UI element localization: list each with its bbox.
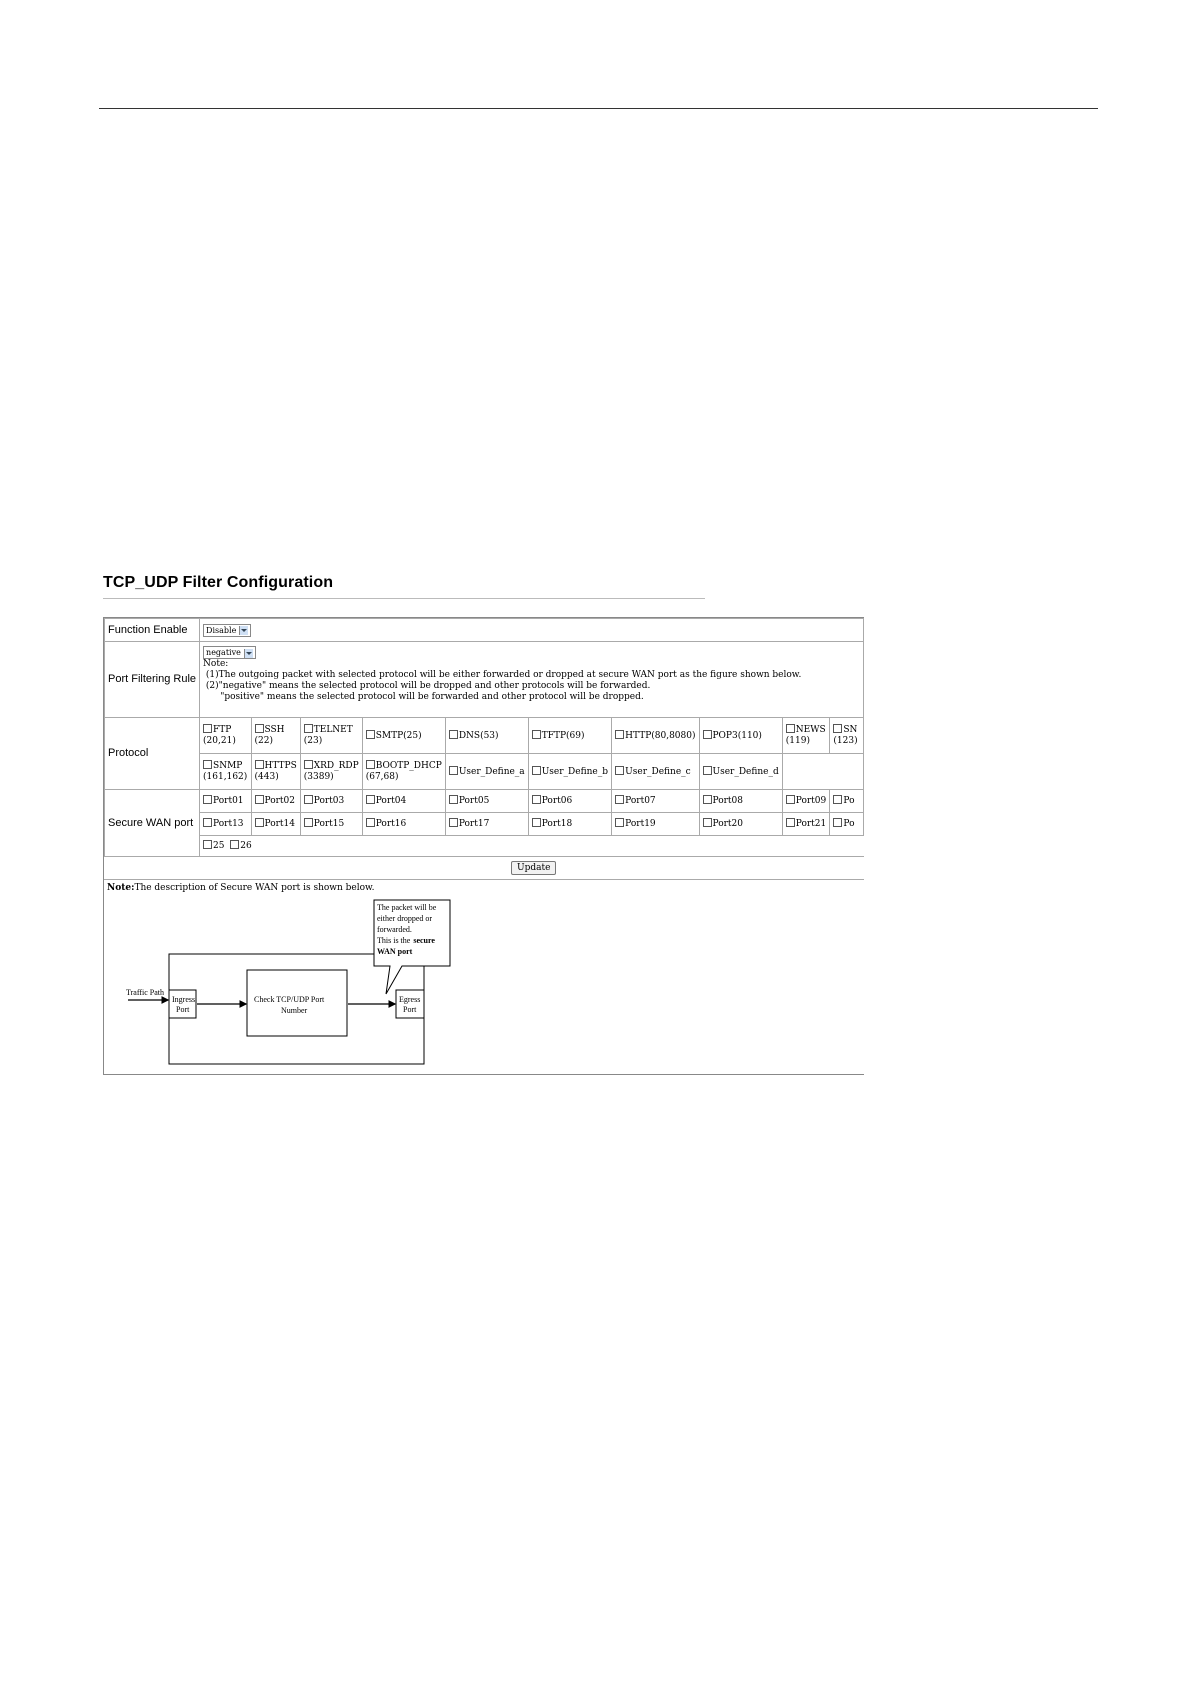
callout-line-3: forwarded.	[377, 925, 412, 934]
port-15[interactable]: Port15	[300, 813, 362, 836]
checkbox[interactable]	[203, 760, 212, 769]
port-03[interactable]: Port03	[300, 790, 362, 813]
checkbox[interactable]	[703, 818, 712, 827]
port-25[interactable]: 25	[203, 841, 224, 851]
checkbox[interactable]	[255, 818, 264, 827]
checkbox[interactable]	[304, 818, 313, 827]
port-08[interactable]: Port08	[699, 790, 782, 813]
checkbox[interactable]	[833, 795, 842, 804]
protocol-user-define-a[interactable]: User_Define_a	[445, 754, 528, 790]
checkbox[interactable]	[615, 766, 624, 775]
checkbox[interactable]	[532, 730, 541, 739]
protocol-xrd-rdp[interactable]: XRD_RDP (3389)	[300, 754, 362, 790]
callout-line-2: either dropped or	[377, 914, 433, 923]
checkbox[interactable]	[703, 766, 712, 775]
ingress-label-2: Port	[176, 1005, 190, 1014]
checkbox[interactable]	[532, 818, 541, 827]
checkbox[interactable]	[703, 730, 712, 739]
protocol-snmp[interactable]: SNMP (161,162)	[200, 754, 251, 790]
checkbox[interactable]	[833, 818, 842, 827]
callout-line-1: The packet will be	[377, 903, 437, 912]
port-filtering-rule-select[interactable]: negative	[203, 646, 256, 659]
checkbox[interactable]	[203, 840, 212, 849]
port-19[interactable]: Port19	[612, 813, 699, 836]
title-divider	[103, 598, 705, 599]
protocol-bootp-dhcp[interactable]: BOOTP_DHCP (67,68)	[362, 754, 445, 790]
protocol-dns[interactable]: DNS(53)	[445, 718, 528, 754]
checkbox[interactable]	[449, 766, 458, 775]
protocol-ssh[interactable]: SSH (22)	[251, 718, 300, 754]
checkbox[interactable]	[366, 760, 375, 769]
checkbox[interactable]	[449, 730, 458, 739]
config-frame	[103, 617, 864, 1075]
update-row	[104, 856, 864, 880]
checkbox[interactable]	[230, 840, 239, 849]
chevron-down-icon	[244, 649, 253, 658]
checkbox[interactable]	[203, 724, 212, 733]
update-button[interactable]: Update	[511, 861, 556, 875]
secure-wan-port-label: Secure WAN port	[105, 790, 200, 857]
port-14[interactable]: Port14	[251, 813, 300, 836]
port-filtering-rule-label: Port Filtering Rule	[105, 642, 200, 718]
chevron-down-icon	[239, 626, 248, 635]
protocol-sn[interactable]: SN (123)	[830, 718, 864, 754]
port-10[interactable]: Po	[830, 790, 864, 813]
protocol-http[interactable]: HTTP(80,8080)	[612, 718, 699, 754]
checkbox[interactable]	[615, 818, 624, 827]
checkbox[interactable]	[615, 730, 624, 739]
protocol-news[interactable]: NEWS (119)	[782, 718, 830, 754]
checkbox[interactable]	[304, 760, 313, 769]
checkbox[interactable]	[532, 795, 541, 804]
checkbox[interactable]	[255, 724, 264, 733]
check-label-2: Number	[281, 1006, 308, 1015]
traffic-path-label: Traffic Path	[126, 988, 164, 997]
secure-wan-note: Note:The description of Secure WAN port is shown below.	[107, 883, 375, 893]
secure-wan-diagram	[104, 880, 864, 1075]
checkbox[interactable]	[203, 795, 212, 804]
checkbox[interactable]	[203, 818, 212, 827]
checkbox[interactable]	[703, 795, 712, 804]
callout-line-4: This is the secure	[377, 936, 435, 945]
port-20[interactable]: Port20	[699, 813, 782, 836]
checkbox[interactable]	[366, 730, 375, 739]
port-18[interactable]: Port18	[528, 813, 611, 836]
protocol-user-define-b[interactable]: User_Define_b	[528, 754, 611, 790]
port-06[interactable]: Port06	[528, 790, 611, 813]
port-26[interactable]: 26	[230, 841, 251, 851]
protocol-https[interactable]: HTTPS (443)	[251, 754, 300, 790]
port-05[interactable]: Port05	[445, 790, 528, 813]
protocol-telnet[interactable]: TELNET (23)	[300, 718, 362, 754]
protocol-pop3[interactable]: POP3(110)	[699, 718, 782, 754]
port-17[interactable]: Port17	[445, 813, 528, 836]
screenshot-panel	[103, 570, 858, 1074]
checkbox[interactable]	[366, 795, 375, 804]
check-label-1: Check TCP/UDP Port	[254, 995, 325, 1004]
callout-line-5: WAN port	[377, 947, 413, 956]
page-header-rule	[99, 108, 1098, 109]
checkbox[interactable]	[615, 795, 624, 804]
protocol-ftp[interactable]: FTP (20,21)	[200, 718, 251, 754]
ingress-label-1: Ingress	[172, 995, 196, 1004]
function-enable-label: Function Enable	[105, 619, 200, 642]
checkbox[interactable]	[833, 724, 842, 733]
port-02[interactable]: Port02	[251, 790, 300, 813]
config-table	[104, 618, 864, 857]
checkbox[interactable]	[786, 724, 795, 733]
port-13[interactable]: Port13	[200, 813, 251, 836]
protocol-tftp[interactable]: TFTP(69)	[528, 718, 611, 754]
egress-label-2: Port	[403, 1005, 417, 1014]
protocol-smtp[interactable]: SMTP(25)	[362, 718, 445, 754]
function-enable-select[interactable]: Disable	[203, 624, 251, 637]
port-22[interactable]: Po	[830, 813, 864, 836]
port-21[interactable]: Port21	[782, 813, 830, 836]
port-09[interactable]: Port09	[782, 790, 830, 813]
checkbox[interactable]	[255, 760, 264, 769]
port-04[interactable]: Port04	[362, 790, 445, 813]
diagram-section	[104, 879, 864, 1075]
port-07[interactable]: Port07	[612, 790, 699, 813]
checkbox[interactable]	[304, 724, 313, 733]
port-01[interactable]: Port01	[200, 790, 251, 813]
egress-label-1: Egress	[399, 995, 421, 1004]
protocol-user-define-c[interactable]: User_Define_c	[612, 754, 699, 790]
page-title: TCP_UDP Filter Configuration	[103, 574, 334, 591]
protocol-user-define-d[interactable]: User_Define_d	[699, 754, 782, 790]
protocol-label: Protocol	[105, 718, 200, 790]
checkbox[interactable]	[255, 795, 264, 804]
checkbox[interactable]	[366, 818, 375, 827]
checkbox[interactable]	[786, 795, 795, 804]
checkbox[interactable]	[786, 818, 795, 827]
checkbox[interactable]	[449, 795, 458, 804]
checkbox[interactable]	[449, 818, 458, 827]
checkbox[interactable]	[304, 795, 313, 804]
port-16[interactable]: Port16	[362, 813, 445, 836]
checkbox[interactable]	[532, 766, 541, 775]
protocol-empty-cell	[782, 754, 863, 790]
filtering-note: Note: (1)The outgoing packet with selected protocol will be either forwarded or dropped at secure WAN port as the figure shown below. (2)"negative" means the selected protocol will be dropped and other protocols will be forwarded. "positive" means the selected protocol will be forwarded and other protocol will be dropped.	[203, 659, 802, 702]
